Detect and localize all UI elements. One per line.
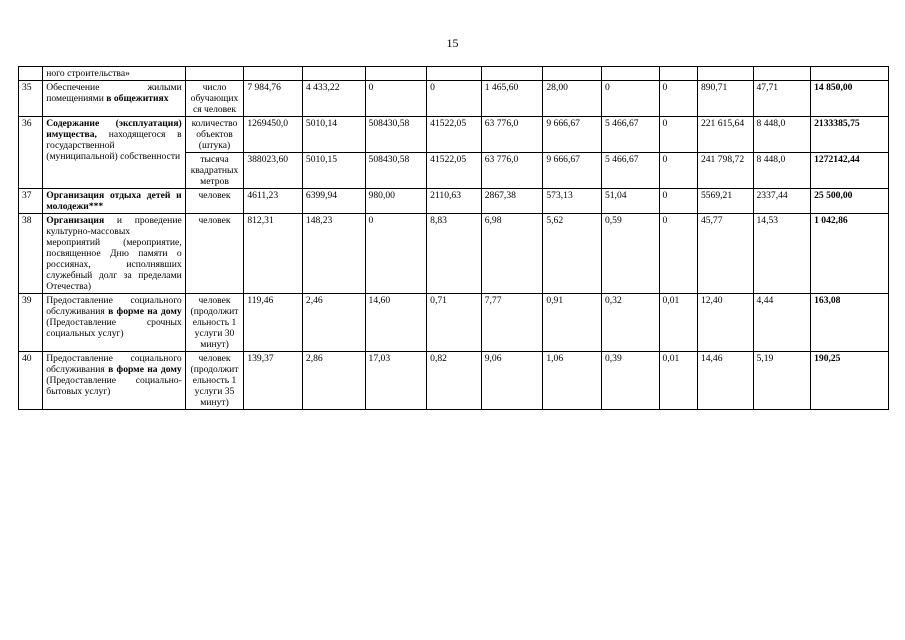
value-cell: 9,06 (481, 352, 543, 410)
value-cell: 6399,94 (302, 189, 365, 214)
value-cell: 7 984,76 (244, 81, 303, 117)
value-cell: 5 466,67 (601, 117, 659, 153)
service-name-part: в форме на дому (108, 364, 182, 375)
service-name-cell (43, 352, 185, 410)
row-number-cell: 38 (19, 214, 43, 294)
value-cell: 812,31 (244, 214, 303, 294)
value-cell: 9 666,67 (543, 117, 602, 153)
service-name-part: Организация отдыха детей и молодежи*** (46, 190, 182, 212)
value-cell: 8 448,0 (753, 117, 811, 153)
value-cell: 14,60 (365, 294, 427, 352)
value-cell: 0,82 (427, 352, 482, 410)
service-name-part: Предоставление социального обслуживания (46, 353, 182, 375)
value-cell: 0 (601, 81, 659, 117)
value-cell: 51,04 (601, 189, 659, 214)
value-cell: 1,06 (543, 352, 602, 410)
value-cell: 508430,58 (365, 153, 427, 189)
value-cell: 0,39 (601, 352, 659, 410)
service-name-part: в общежитиях (106, 93, 169, 104)
value-cell: 2867,38 (481, 189, 543, 214)
service-name-part: в форме на дому (108, 306, 182, 317)
value-cell: 1269450,0 (244, 117, 303, 153)
value-cell: 2,46 (302, 294, 365, 352)
table-row (19, 117, 889, 153)
value-cell: 0,32 (601, 294, 659, 352)
value-cell: 63 776,0 (481, 117, 543, 153)
data-table (18, 66, 889, 410)
value-cell: 2337,44 (753, 189, 811, 214)
service-name-part: Содержание (эксплуатация) имущества, (46, 118, 182, 140)
value-cell: 8,83 (427, 214, 482, 294)
value-cell: 7,77 (481, 294, 543, 352)
service-name-cell (43, 214, 185, 294)
value-cell: 28,00 (543, 81, 602, 117)
table-row (19, 189, 889, 214)
value-cell: 980,00 (365, 189, 427, 214)
value-cell: 0,71 (427, 294, 482, 352)
service-name-cell (43, 189, 185, 214)
value-cell: 0,01 (659, 352, 697, 410)
table-row (19, 352, 889, 410)
value-cell: 0 (659, 189, 697, 214)
total-cell: 1272142,44 (811, 153, 889, 189)
unit-cell: человек (185, 189, 244, 214)
value-cell: 1 465,60 (481, 81, 543, 117)
value-cell: 148,23 (302, 214, 365, 294)
service-name-part: Обеспечение жилыми помещениями (46, 82, 182, 104)
value-cell: 0 (659, 214, 697, 294)
row-number-cell: 40 (19, 352, 43, 410)
value-cell: 0 (659, 153, 697, 189)
value-cell: 14,46 (697, 352, 753, 410)
row-number-cell: 35 (19, 81, 43, 117)
value-cell: 41522,05 (427, 153, 482, 189)
value-cell: 4 433,22 (302, 81, 365, 117)
row-number-cell: 36 (19, 117, 43, 189)
value-cell: 8 448,0 (753, 153, 811, 189)
service-name-part: находящегося в государственной (муниципальной) собственности (46, 129, 182, 162)
value-cell: 2,86 (302, 352, 365, 410)
value-cell: 63 776,0 (481, 153, 543, 189)
page-number: 15 (446, 36, 459, 50)
table-row (19, 294, 889, 352)
value-cell: 4,44 (753, 294, 811, 352)
unit-cell: количество объектов (штука) (185, 117, 244, 153)
value-cell: 12,40 (697, 294, 753, 352)
value-cell: 0,01 (659, 294, 697, 352)
service-name-part: и проведение культурно-массовых мероприятий (мероприятие, посвященное Дню памяти о россиянах, исполнявших служебный долг за пределами Отечества) (46, 215, 182, 292)
value-cell: 6,98 (481, 214, 543, 294)
value-cell: 2110,63 (427, 189, 482, 214)
value-cell: 0 (659, 117, 697, 153)
total-cell: 163,08 (811, 294, 889, 352)
value-cell: 5,19 (753, 352, 811, 410)
service-name-part: (Предоставление социально-бытовых услуг) (46, 375, 182, 397)
service-name-part: (Предоставление срочных социальных услуг) (46, 317, 182, 339)
total-cell: 25 500,00 (811, 189, 889, 214)
unit-cell: тысяча квадратных метров (185, 153, 244, 189)
continuation-name-cell: ного строительства» (43, 67, 185, 81)
value-cell: 890,71 (697, 81, 753, 117)
service-name-part: Организация (46, 215, 105, 226)
value-cell: 5,62 (543, 214, 602, 294)
value-cell: 5 466,67 (601, 153, 659, 189)
value-cell: 0 (365, 214, 427, 294)
continuation-num-cell (19, 67, 43, 81)
value-cell: 573,13 (543, 189, 602, 214)
value-cell: 4611,23 (244, 189, 303, 214)
value-cell: 221 615,64 (697, 117, 753, 153)
value-cell: 508430,58 (365, 117, 427, 153)
row-number-cell: 39 (19, 294, 43, 352)
total-cell: 14 850,00 (811, 81, 889, 117)
continuation-row (19, 67, 889, 81)
service-name-cell (43, 294, 185, 352)
value-cell: 5010,14 (302, 117, 365, 153)
service-name-part: Предоставление социального обслуживания (46, 295, 182, 317)
value-cell: 5569,21 (697, 189, 753, 214)
value-cell: 45,77 (697, 214, 753, 294)
total-cell: 190,25 (811, 352, 889, 410)
unit-cell: человек (185, 214, 244, 294)
value-cell: 0,91 (543, 294, 602, 352)
value-cell: 0 (659, 81, 697, 117)
value-cell: 0 (427, 81, 482, 117)
value-cell: 41522,05 (427, 117, 482, 153)
service-name-cell (43, 81, 185, 117)
value-cell: 0 (365, 81, 427, 117)
value-cell: 9 666,67 (543, 153, 602, 189)
table-row (19, 81, 889, 117)
total-cell: 2133385,75 (811, 117, 889, 153)
value-cell: 388023,60 (244, 153, 303, 189)
value-cell: 119,46 (244, 294, 303, 352)
row-number-cell: 37 (19, 189, 43, 214)
unit-cell: число обучающихся человек (185, 81, 244, 117)
table-row (19, 214, 889, 294)
service-name-cell (43, 117, 185, 189)
total-cell: 1 042,86 (811, 214, 889, 294)
value-cell: 5010,15 (302, 153, 365, 189)
unit-cell: человек (продолжительность 1 услуги 35 минут) (185, 352, 244, 410)
value-cell: 139,37 (244, 352, 303, 410)
unit-cell: человек (продолжительность 1 услуги 30 минут) (185, 294, 244, 352)
value-cell: 14,53 (753, 214, 811, 294)
value-cell: 17,03 (365, 352, 427, 410)
value-cell: 0,59 (601, 214, 659, 294)
value-cell: 47,71 (753, 81, 811, 117)
value-cell: 241 798,72 (697, 153, 753, 189)
